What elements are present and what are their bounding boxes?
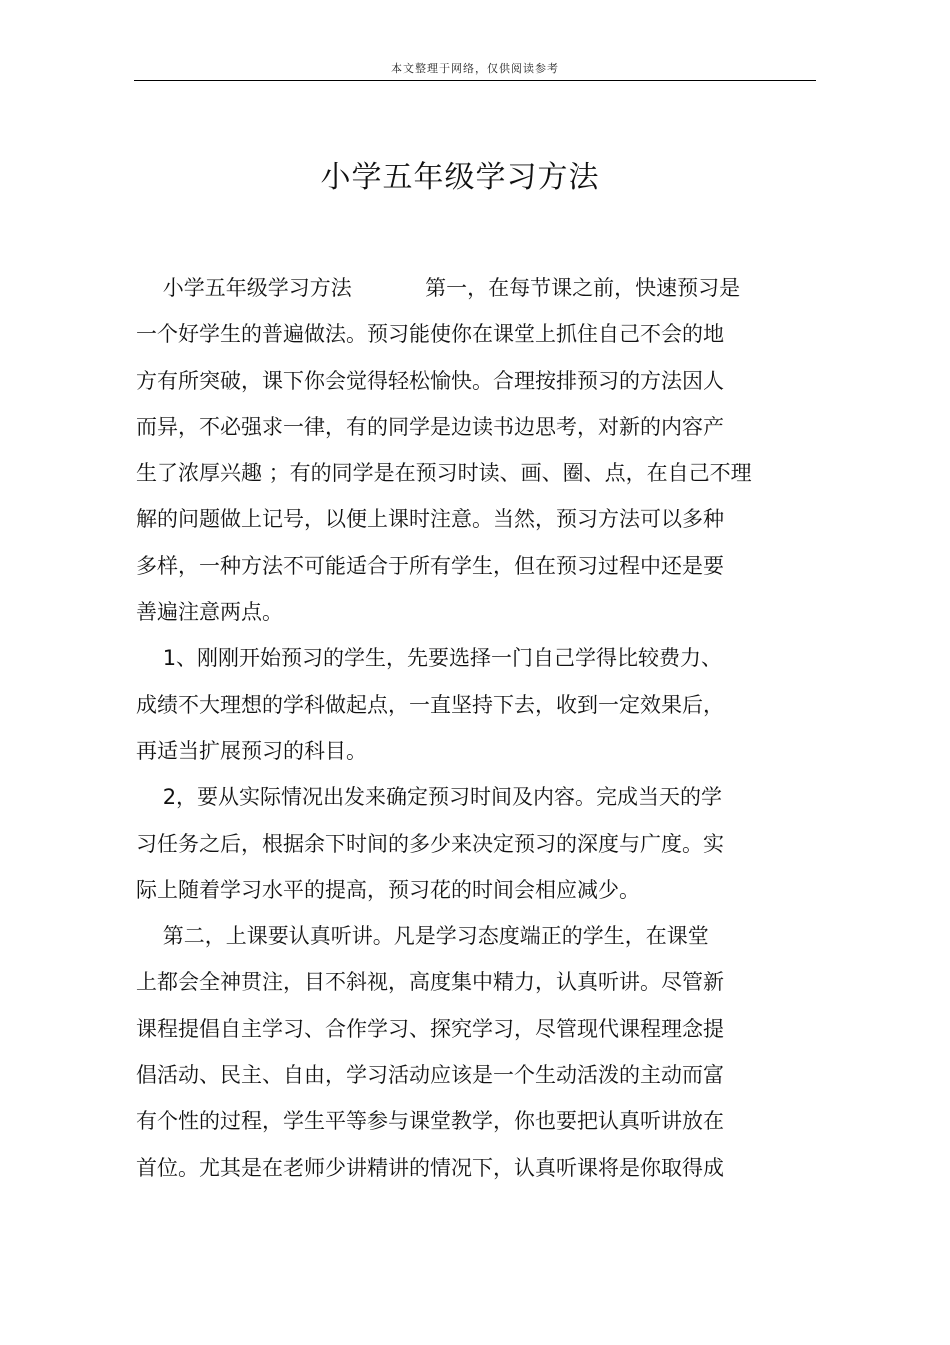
- body-line: 2，要从实际情况出发来确定预习时间及内容。完成当天的学: [136, 785, 723, 810]
- document-body: [136, 270, 786, 1196]
- body-line: 再适当扩展预习的科目。: [136, 738, 367, 763]
- header-divider: [134, 80, 816, 81]
- body-line: 善遍注意两点。: [136, 600, 283, 625]
- document-title: 小学五年级学习方法: [320, 160, 600, 195]
- body-line: 课程提倡自主学习、合作学习、探究学习，尽管现代课程理念提: [136, 1016, 724, 1041]
- body-line: 成绩不大理想的学科做起点，一直坚持下去，收到一定效果后，: [136, 692, 724, 717]
- body-line: 习任务之后，根据余下时间的多少来决定预习的深度与广度。实: [136, 831, 724, 856]
- body-line: 首位。尤其是在老师少讲精讲的情况下，认真听课将是你取得成: [136, 1155, 724, 1180]
- body-line: 而异，不必强求一律，有的同学是边读书边思考，对新的内容产: [136, 414, 724, 439]
- header-note: 本文整理于网络，仅供阅读参考: [391, 62, 559, 75]
- body-line: 生了浓厚兴趣 ；有的同学是在预习时读、画、圈、点，在自己不理: [136, 461, 752, 486]
- body-line: 方有所突破，课下你会觉得轻松愉快。合理按排预习的方法因人: [136, 368, 724, 393]
- body-line: 解的问题做上记号，以便上课时注意。当然，预习方法可以多种: [136, 507, 724, 532]
- body-line: 倡活动、民主、自由，学习活动应该是一个生动活泼的主动而富: [136, 1063, 724, 1088]
- body-line: 第二，上课要认真听讲。凡是学习态度端正的学生，在课堂: [136, 924, 709, 949]
- body-line: 小学五年级学习方法 第一，在每节课之前，快速预习是: [136, 276, 741, 300]
- body-line: 际上随着学习水平的提高，预习花的时间会相应减少。: [136, 877, 640, 902]
- body-line: 多样，一种方法不可能适合于所有学生，但在预习过程中还是要: [136, 553, 724, 578]
- body-line: 有个性的过程，学生平等参与课堂教学，你也要把认真听讲放在: [136, 1109, 724, 1134]
- body-line: 一个好学生的普遍做法。预习能使你在课堂上抓住自己不会的地: [136, 322, 724, 347]
- body-line: 1、刚刚开始预习的学生，先要选择一门自己学得比较费力、: [136, 646, 723, 671]
- body-line: 上都会全神贯注，目不斜视，高度集中精力，认真听讲。尽管新: [136, 970, 724, 995]
